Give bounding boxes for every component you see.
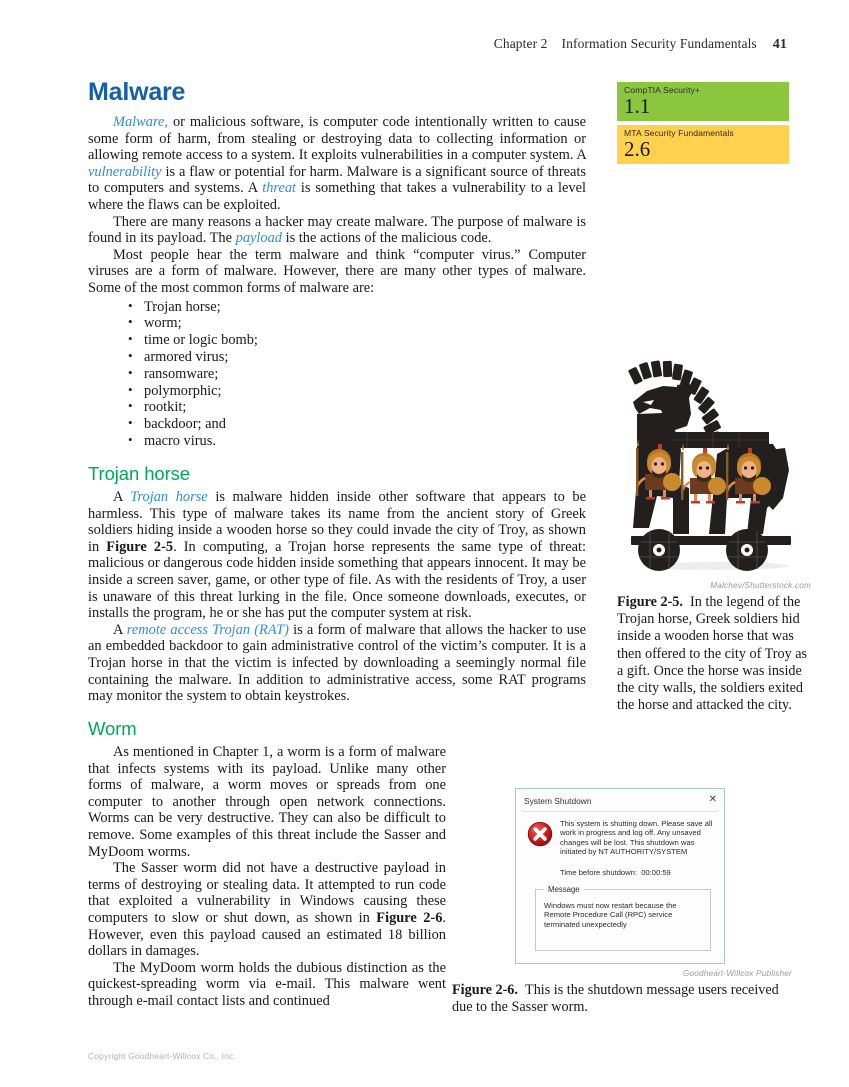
list-item: • backdoor; and xyxy=(144,416,586,433)
certification-badges xyxy=(617,82,789,168)
figure-2-5 xyxy=(617,358,811,714)
running-head-chapter: Chapter 2 xyxy=(493,36,548,51)
copyright-footer: Copyright Goodheart-Willcox Co., Inc. xyxy=(88,1051,236,1061)
list-item: • rootkit; xyxy=(144,399,586,416)
key-term-rat: remote access Trojan (RAT) xyxy=(126,621,289,638)
paragraph-text: There are many reasons a hacker may create malware. The purpose of malware is found in its payload. The xyxy=(88,213,586,247)
list-item: • macro virus. xyxy=(144,433,586,450)
figure-2-5-credit: Malchev/Shutterstock.com xyxy=(710,581,811,590)
dialog-titlebar xyxy=(522,794,718,812)
running-head xyxy=(494,36,787,53)
dialog-title: System Shutdown xyxy=(524,796,592,806)
paragraph-mydoom: The MyDoom worm holds the dubious distinction as the quickest-spreading worm via e-mail. This malware went through e-mail contact lists and continued xyxy=(88,959,446,1010)
paragraph-text: is a form of malware that allows the hacker to use an embedded backdoor to gain administrative control of the victim’s computer. It is a Trojan horse in that the victim is infected by downloading a seemingly normal file containing the malware. In addition to administrative access, some RAT programs may monitor the system to obtain keystrokes. xyxy=(88,621,586,705)
countdown-label: Time before shutdown: xyxy=(560,867,637,877)
comptia-badge-number: 1.1 xyxy=(624,94,651,118)
dialog-countdown xyxy=(560,868,715,877)
paragraph-worm-definition: As mentioned in Chapter 1, a worm is a form of malware that infects systems with its payload. Unlike many other forms of malware, a worm moves or spreads from one computer to another through open network connections. Worms can be very destructive. They can also be difficult to remove. Some examples of this threat include the Sasser and MyDoom worms. xyxy=(88,744,446,860)
dialog-message-row xyxy=(525,819,715,857)
figure-2-6 xyxy=(452,788,792,1016)
close-icon[interactable]: ✕ xyxy=(708,794,717,805)
paragraph-text: . In computing, a Trojan horse represents the same type of threat: malicious or dangerous code hidden inside something that appears innocent. It may be inside a screen saver, game, or other type of file. As with the residents of Troy, a user is unaware of this threat lurking in the file. Once someone downloads, executes, or installs the program, he or she has put the computer system at risk. xyxy=(88,538,586,622)
list-item: • polymorphic; xyxy=(144,383,586,400)
paragraph-text: A xyxy=(113,621,127,638)
figure-reference-2-5: Figure 2-5 xyxy=(106,538,174,555)
paragraph-text: is something that takes a vulnerability to a level where the flaws can be exploited. xyxy=(88,180,586,213)
paragraph-payload xyxy=(88,214,586,247)
key-term-payload: payload xyxy=(235,230,282,247)
mta-badge-label: MTA Security Fundamentals xyxy=(624,128,734,138)
figure-2-6-credit: Goodheart-Willcox Publisher xyxy=(682,968,792,978)
paragraph-rat xyxy=(88,622,586,705)
figure-reference-2-6: Figure 2-6 xyxy=(376,910,443,927)
trojan-horse-icon xyxy=(617,358,811,580)
comptia-badge-label: CompTIA Security+ xyxy=(624,85,700,95)
paragraph-text: is a flaw or potential for harm. Malware is a significant source of threats to computers and systems. A xyxy=(88,163,586,197)
paragraph-text: is the actions of the malicious code. xyxy=(282,230,492,247)
running-head-title: Information Security Fundamentals xyxy=(561,36,757,51)
message-groupbox xyxy=(535,885,711,951)
paragraph-text: . However, even this payload caused an estimated 18 billion dollars in damages. xyxy=(88,910,446,960)
worm-text-column xyxy=(88,744,446,1010)
key-term-malware: Malware, xyxy=(113,114,169,130)
comptia-badge xyxy=(617,82,789,121)
paragraph-text: or malicious software, is computer code intentionally written to cause some form of harm, from stealing or destroying data to collecting information or allowing remote access to a system. It exploits vulnerabilities in a computer system. A xyxy=(88,114,586,164)
key-term-trojan-horse: Trojan horse xyxy=(130,489,208,506)
figure-2-6-caption-text: This is the shutdown message users received due to the Sasser worm. xyxy=(452,981,779,1015)
figure-2-5-caption-text: In the legend of the Trojan horse, Greek soldiers hid inside a wooden horse that was then offered to the city of Troy as a gift. Once the horse was inside the city walls, the soldiers exited the horse and attacked the city. xyxy=(617,594,808,714)
message-groupbox-legend: Message xyxy=(548,884,580,894)
paragraph-malware-definition xyxy=(88,114,586,214)
countdown-value: 00:00:59 xyxy=(641,867,671,877)
trojan-horse-illustration xyxy=(617,358,811,580)
mta-badge xyxy=(617,125,789,164)
key-term-threat: threat xyxy=(262,180,297,197)
list-item: • time or logic bomb; xyxy=(144,332,586,349)
figure-2-6-caption xyxy=(452,982,792,1016)
figure-2-5-label: Figure 2-5. xyxy=(617,594,683,610)
error-icon xyxy=(527,821,553,847)
subheading-worm: Worm xyxy=(88,717,137,739)
dialog-message-text: This system is shutting down. Please save all work in progress and log off. Any unsaved changes will be lost. This shutdown was initiated by NT AUTHORITY/SYSTEM xyxy=(560,819,713,857)
list-item: • ransomware; xyxy=(144,366,586,383)
figure-2-6-label: Figure 2-6. xyxy=(452,981,518,998)
figure-2-5-caption xyxy=(617,594,811,714)
key-term-vulnerability: vulnerability xyxy=(88,163,162,180)
paragraph-text: The Sasser worm did not have a destructive payload in terms of destroying or stealing data. It attempted to run code that exploited a vulnerability in Windows causing these computers to slow or shut down, as shown in xyxy=(88,860,446,927)
paragraph-text: A xyxy=(113,489,131,506)
list-item: • Trojan horse; xyxy=(144,299,586,316)
page-number: 41 xyxy=(772,37,787,52)
list-item: • armored virus; xyxy=(144,349,586,366)
system-shutdown-dialog[interactable] xyxy=(515,788,725,964)
list-item: • worm; xyxy=(144,315,586,332)
paragraph-sasser xyxy=(88,860,446,960)
message-groupbox-text: Windows must now restart because the Remote Procedure Call (RPC) service terminated unexpectedly xyxy=(544,900,677,929)
subheading-trojan-horse: Trojan horse xyxy=(88,462,190,484)
dialog-body xyxy=(522,812,718,956)
paragraph-text: is malware hidden inside other software that appears to be harmless. This type of malware takes its name from the ancient story of Greek soldiers hiding inside a wooden horse so they could invade the city of Troy, as shown in xyxy=(88,489,587,555)
mta-badge-number: 2.6 xyxy=(624,137,651,161)
paragraph-virus-types: Most people hear the term malware and think “computer virus.” Computer viruses are a form of malware. However, there are many other types of malware. Some of the most common forms of malware are: xyxy=(88,246,586,296)
malware-types-list xyxy=(88,299,586,450)
paragraph-trojan-definition xyxy=(88,489,586,622)
page-title: Malware xyxy=(88,78,186,106)
